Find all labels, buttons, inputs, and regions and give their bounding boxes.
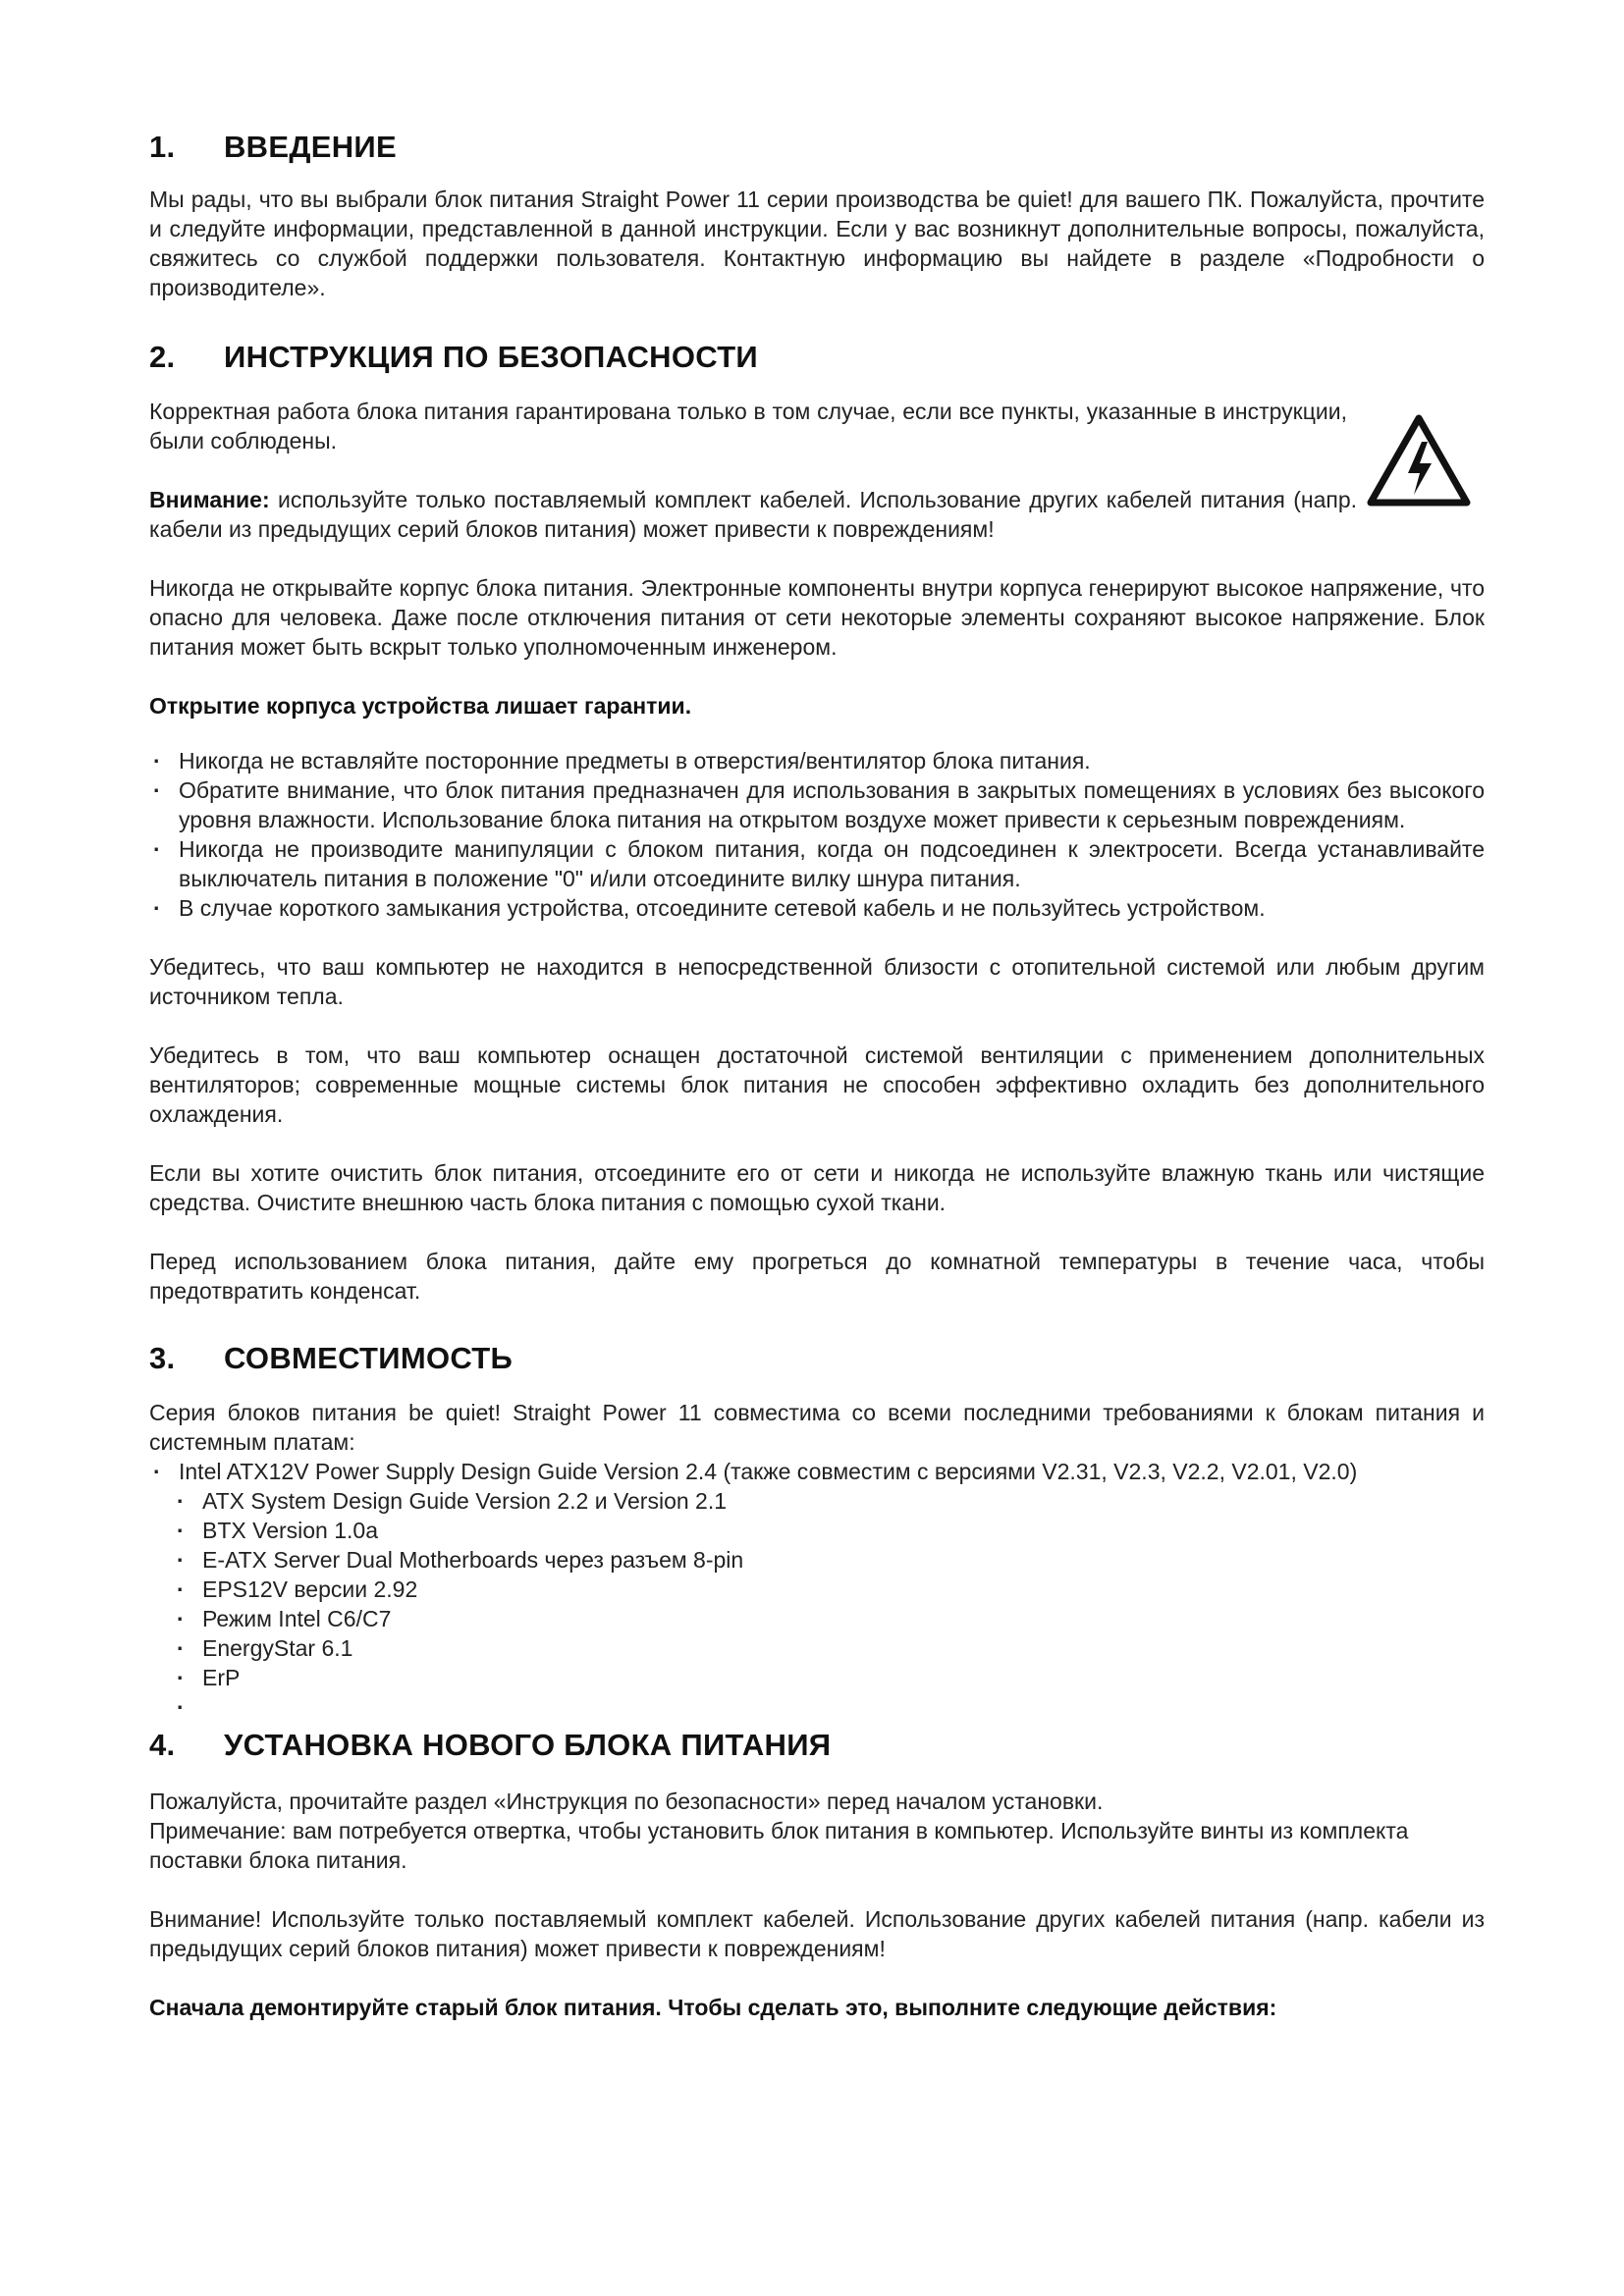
list-item: · EnergyStar 6.1 [149,1633,1485,1663]
list-item: · Обратите внимание, что блок питания предназначен для использования в закрытых помещениях в условиях без высокого уровня влажности. Использование блока питания на открытом воздухе может привести к серьезным повреждениям. [149,775,1485,834]
list-item: · В случае короткого замыкания устройства, отсоедините сетевой кабель и не пользуйтесь устройством. [149,893,1485,923]
section-2-heading: 2. ИНСТРУКЦИЯ ПО БЕЗОПАСНОСТИ [149,340,759,374]
warning-label: Внимание: [149,487,270,512]
content [149,130,1485,2022]
safety-paragraph-6: Если вы хотите очистить блок питания, отсоедините его от сети и никогда не используйте влажную ткань или чистящие средства. Очистите внешнюю часть блока питания с помощью сухой ткани. [149,1160,1485,1215]
safety-paragraph-3: Никогда не открывайте корпус блока питания. Электронные компоненты внутри корпуса генерируют высокое напряжение, что опасно для человека. Даже после отключения питания от сети некоторые элементы сохраняют высокое напряжение. Блок питания может быть вскрыт только уполномоченным инженером. [149,575,1485,660]
compat-paragraph: Серия блоков питания be quiet! Straight Power 11 совместима со всеми последними требованиями к блокам питания и системным платам: [149,1400,1485,1455]
install-paragraph-1-line-1: Пожалуйста, прочитайте раздел «Инструкция по безопасности» перед началом установки. [149,1789,1104,1814]
list-item: · Intel ATX12V Power Supply Design Guide Version 2.4 (также совместим с версиями V2.31, V2.3, V2.2, V2.01, V2.0) [149,1457,1485,1486]
list-item: · ATX System Design Guide Version 2.2 и Version 2.1 [149,1486,1485,1516]
section-1-heading: 1. ВВЕДЕНИЕ [149,130,397,164]
safety-warning-paragraph [149,485,1357,544]
safety-paragraph-4: Убедитесь, что ваш компьютер не находится в непосредственной близости с отопительной системой или любым другим источником тепла. [149,954,1485,1009]
warning-text: используйте только поставляемый комплект кабелей. Использование других кабелей питания (напр. кабели из предыдущих серий блоков питания) может привести к повреждениям! [149,487,1357,542]
list-item: · Никогда не вставляйте посторонние предметы в отверстия/вентилятор блока питания. [149,746,1485,775]
compat-main-list [149,1457,1485,1486]
warranty-note: Открытие корпуса устройства лишает гарантии. [149,693,692,719]
section-4-heading: 4. УСТАНОВКА НОВОГО БЛОКА ПИТАНИЯ [149,1728,832,1762]
list-item: · EPS12V версии 2.92 [149,1575,1485,1604]
safety-paragraph-5: Убедитесь в том, что ваш компьютер оснащен достаточной системой вентиляции с применением дополнительных вентиляторов; современные мощные системы блок питания не способен эффективно охладить без дополнительного охлаждения. [149,1042,1485,1127]
compat-list [149,1486,1485,1692]
safety-bullet-list [149,746,1485,923]
intro-paragraph: Мы рады, что вы выбрали блок питания Straight Power 11 серии производства be quiet! для вашего ПК. Пожалуйста, прочтите и следуйте информации, представленной в данной инструкции. Если у вас возникнут дополнительные вопросы, пожалуйста, свяжитесь со службой поддержки пользователя. Контактную информацию вы найдете в разделе «Подробности о производителе». [149,187,1485,300]
list-item: · E-ATX Server Dual Motherboards через разъем 8-pin [149,1545,1485,1575]
section-3-heading: 3. СОВМЕСТИМОСТЬ [149,1341,514,1375]
list-item: · BTX Version 1.0a [149,1516,1485,1545]
install-paragraph-2: Внимание! Используйте только поставляемый комплект кабелей. Использование других кабелей питания (напр. кабели из предыдущих серий блоков питания) может привести к повреждениям! [149,1906,1485,1961]
list-item: · ErP [149,1663,1485,1692]
list-item: · Никогда не производите манипуляции с блоком питания, когда он подсоединен к электросети. Всегда устанавливайте выключатель питания в положение "0" и/или отсоедините вилку шнура питания. [149,834,1485,893]
list-item: · Режим Intel C6/C7 [149,1604,1485,1633]
safety-paragraph-7: Перед использованием блока питания, дайте ему прогреться до комнатной температуры в течение часа, чтобы предотвратить конденсат. [149,1249,1485,1304]
safety-paragraph-1: Корректная работа блока питания гарантирована только в том случае, если все пункты, указанные в инструкции, были соблюдены. [149,399,1347,454]
install-paragraph-3: Сначала демонтируйте старый блок питания. Чтобы сделать это, выполните следующие действия: [149,1995,1277,2020]
install-paragraph-1-line-2: Примечание: вам потребуется отвертка, чтобы установить блок питания в компьютер. Используйте винты из комплекта поставки блока питания. [149,1818,1409,1873]
